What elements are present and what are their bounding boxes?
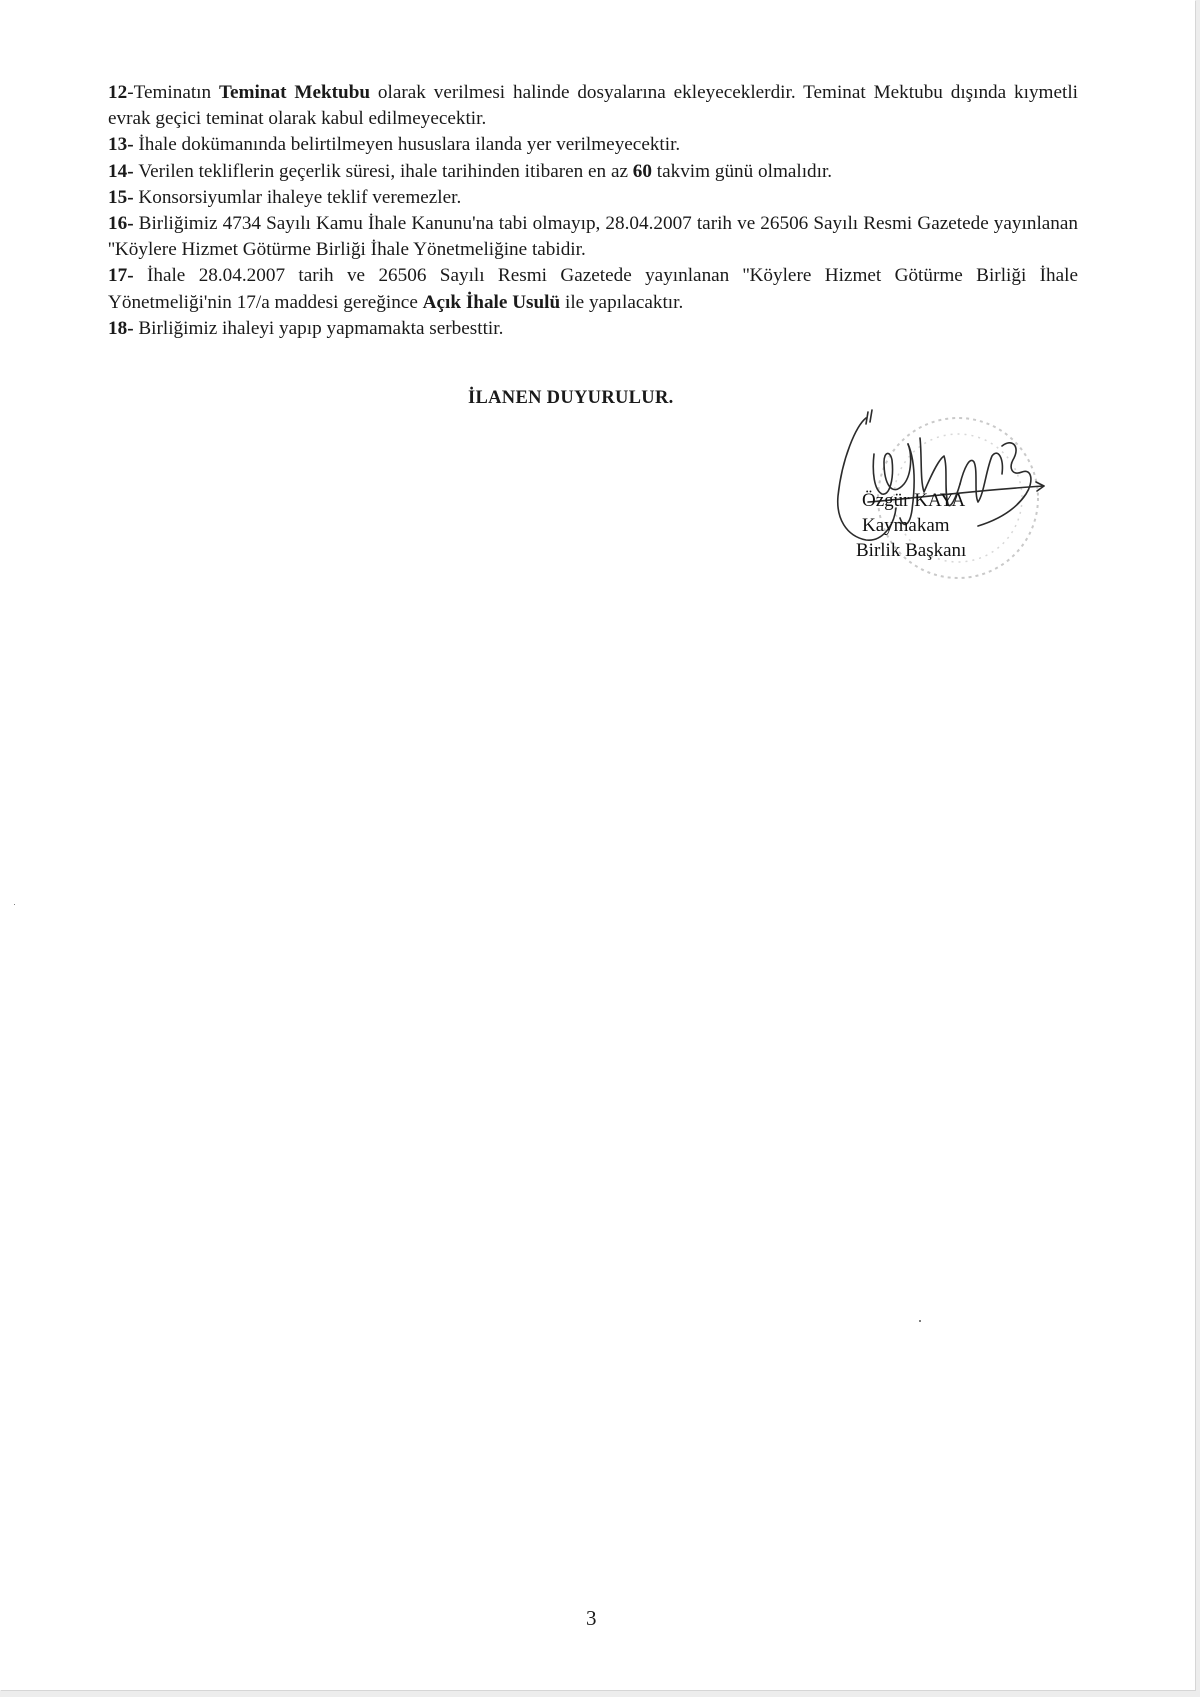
signature-block: [808, 398, 1068, 608]
scan-speck: [14, 904, 15, 905]
announcement-heading: İLANEN DUYURULUR.: [468, 388, 674, 408]
clause-number: 16: [108, 213, 128, 235]
scan-speck: [919, 1320, 921, 1322]
clause-separator: -: [127, 186, 139, 208]
clause-16: [108, 211, 1078, 263]
clause-number: 18: [108, 317, 128, 339]
clause-separator: -: [127, 134, 139, 156]
page-number: 3: [586, 1606, 597, 1630]
signer-title: Kaymakam: [862, 515, 950, 536]
clause-text: Birliğimiz ihaleyi yapıp yapmamakta serbesttir.: [138, 317, 504, 339]
clause-number: 17: [108, 265, 128, 287]
clause-separator: -: [127, 213, 139, 235]
clause-separator: -: [127, 317, 139, 339]
clause-18: [108, 316, 1078, 342]
clause-text: olarak verilmesi halinde dosyalarına ekleyeceklerdir. Teminat Mektubu dışında kıymetli evrak geçici teminat olarak kabul edilmeyecektir.: [108, 82, 1078, 130]
clause-number: 14: [108, 160, 128, 182]
clause-emphasis: 60: [632, 160, 652, 182]
clause-text: ile yapılacaktır.: [560, 291, 684, 313]
clause-list: [108, 80, 1078, 342]
clause-separator: -: [127, 82, 134, 103]
clause-emphasis: Açık İhale Usulü: [422, 291, 561, 313]
clause-text: Konsorsiyumlar ihaleye teklif veremezler.: [138, 186, 462, 208]
clause-text: Birliğimiz 4734 Sayılı Kamu İhale Kanunu'na tabi olmayıp, 28.04.2007 tarih ve 26506 Sayılı Resmi Gazetede yayınlanan ''Köylere Hizmet Götürme Birliği İhale Yönetmeliğine tabidir.: [108, 213, 1078, 261]
clause-text: İhale 28.04.2007 tarih ve 26506 Sayılı Resmi Gazetede yayınlanan ''Köylere Hizmet Götürme Birliği İhale Yönetmeliği'nin 17/a maddesi gereğince: [108, 265, 1079, 313]
clause-13: [108, 132, 1078, 158]
clause-emphasis: Teminat Mektubu: [218, 82, 371, 103]
clause-14: [108, 159, 1078, 185]
clause-separator: -: [127, 160, 139, 182]
clause-number: 13: [108, 134, 128, 156]
clause-separator: -: [127, 265, 147, 287]
clause-text: takvim günü olmalıdır.: [651, 160, 833, 182]
signer-info: [856, 488, 966, 563]
clause-number: 15: [108, 186, 128, 208]
clause-text: Verilen tekliflerin geçerlik süresi, ihale tarihinden itibaren en az: [138, 160, 633, 182]
clause-number: 12: [108, 82, 128, 103]
clause-text: Teminatın: [133, 82, 219, 103]
signer-name: Özgür KAYA: [862, 490, 966, 511]
clause-12: [108, 80, 1078, 132]
signer-role: Birlik Başkanı: [856, 540, 967, 561]
clause-17: [108, 263, 1078, 315]
clause-text: İhale dokümanında belirtilmeyen hususlara ilanda yer verilmeyecektir.: [138, 134, 681, 156]
clause-15: [108, 185, 1078, 211]
